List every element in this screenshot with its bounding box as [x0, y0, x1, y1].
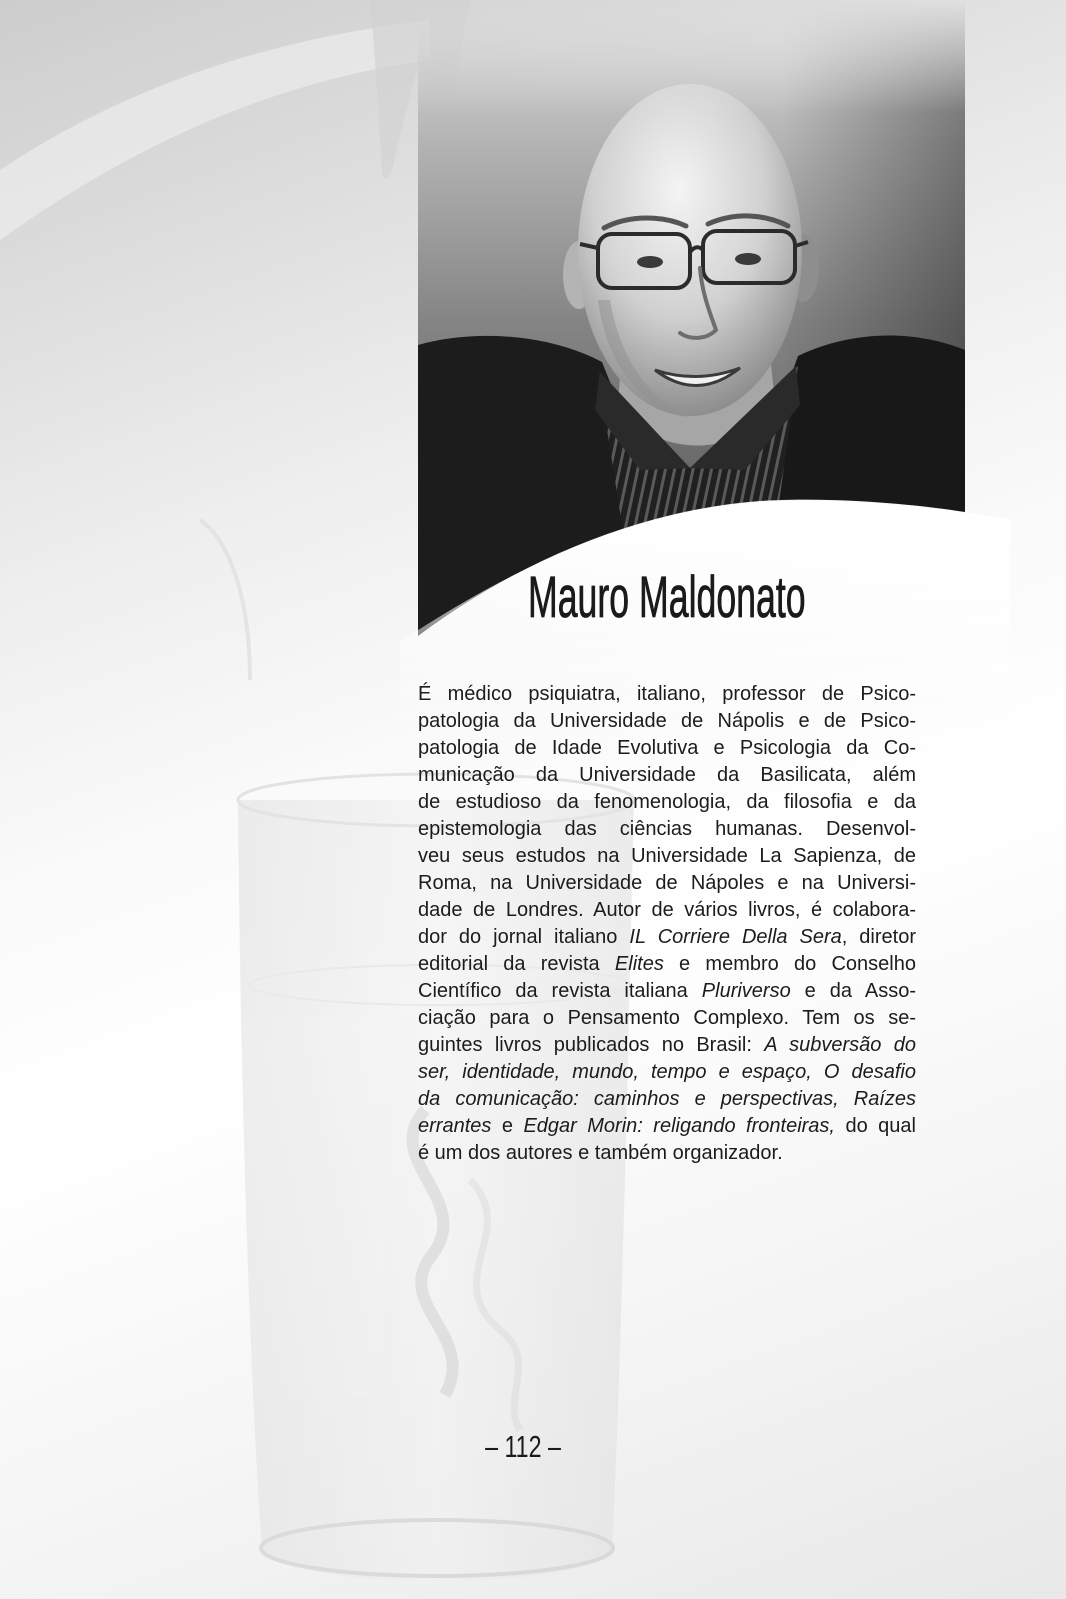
italic-title: ser, identidade, mundo, tempo e espaço, O desafio [418, 1061, 916, 1083]
italic-title: Elites [614, 953, 664, 975]
italic-title: da comunicação: caminhos e perspectivas, Raízes [418, 1088, 916, 1110]
bio-line: É médico psiquiatra, italiano, professor de Psico- [418, 683, 916, 705]
italic-title: A subversão do [764, 1034, 917, 1056]
bio-line: guintes livros publicados no Brasil: A subversão do [418, 1034, 917, 1056]
bio-line: municação da Universidade da Basilicata, além [418, 764, 916, 786]
background-swoosh [0, 20, 430, 240]
bio-line [418, 1059, 916, 1086]
bio-line: dor do jornal italiano IL Corriere Della Sera, diretor [418, 926, 916, 948]
page-number: – 112 – [485, 1429, 561, 1464]
background-beaker [200, 520, 250, 680]
glasses-lens-right [703, 231, 795, 283]
bio-line: veu seus estudos na Universidade La Sapienza, de [418, 845, 916, 867]
bio-line: dade de Londres. Autor de vários livros, é colabora- [418, 899, 916, 921]
bio-line: epistemologia das ciências humanas. Desenvol- [418, 818, 916, 840]
italic-title: errantes [418, 1115, 492, 1137]
bio-line: de estudioso da fenomenologia, da filosofia e da [418, 791, 916, 813]
background-decoration [0, 0, 470, 680]
bio-line: editorial da revista Elites e membro do Conselho [418, 953, 916, 975]
bio-line: Roma, na Universidade de Nápoles e na Universi- [418, 872, 916, 894]
bio-line: patologia de Idade Evolutiva e Psicologia da Co- [418, 737, 916, 759]
author-name: Mauro Maldonato [528, 565, 806, 630]
italic-title: IL Corriere Della Sera [629, 926, 842, 948]
italic-title: Pluriverso [701, 980, 791, 1002]
author-biography [418, 681, 916, 1167]
bio-line: Científico da revista italiana Pluriverso e da Asso- [418, 980, 916, 1002]
bio-line: é um dos autores e também organizador. [418, 1142, 783, 1164]
bio-line: ciação para o Pensamento Complexo. Tem os se- [418, 1007, 916, 1029]
bio-line: patologia da Universidade de Nápolis e de Psico- [418, 710, 916, 732]
italic-title: Edgar Morin: religando fronteiras, [523, 1115, 835, 1137]
bio-line: errantes e Edgar Morin: religando fronteiras, do qual [418, 1115, 916, 1137]
bio-line [418, 1086, 916, 1113]
glasses-lens-left [598, 234, 690, 288]
